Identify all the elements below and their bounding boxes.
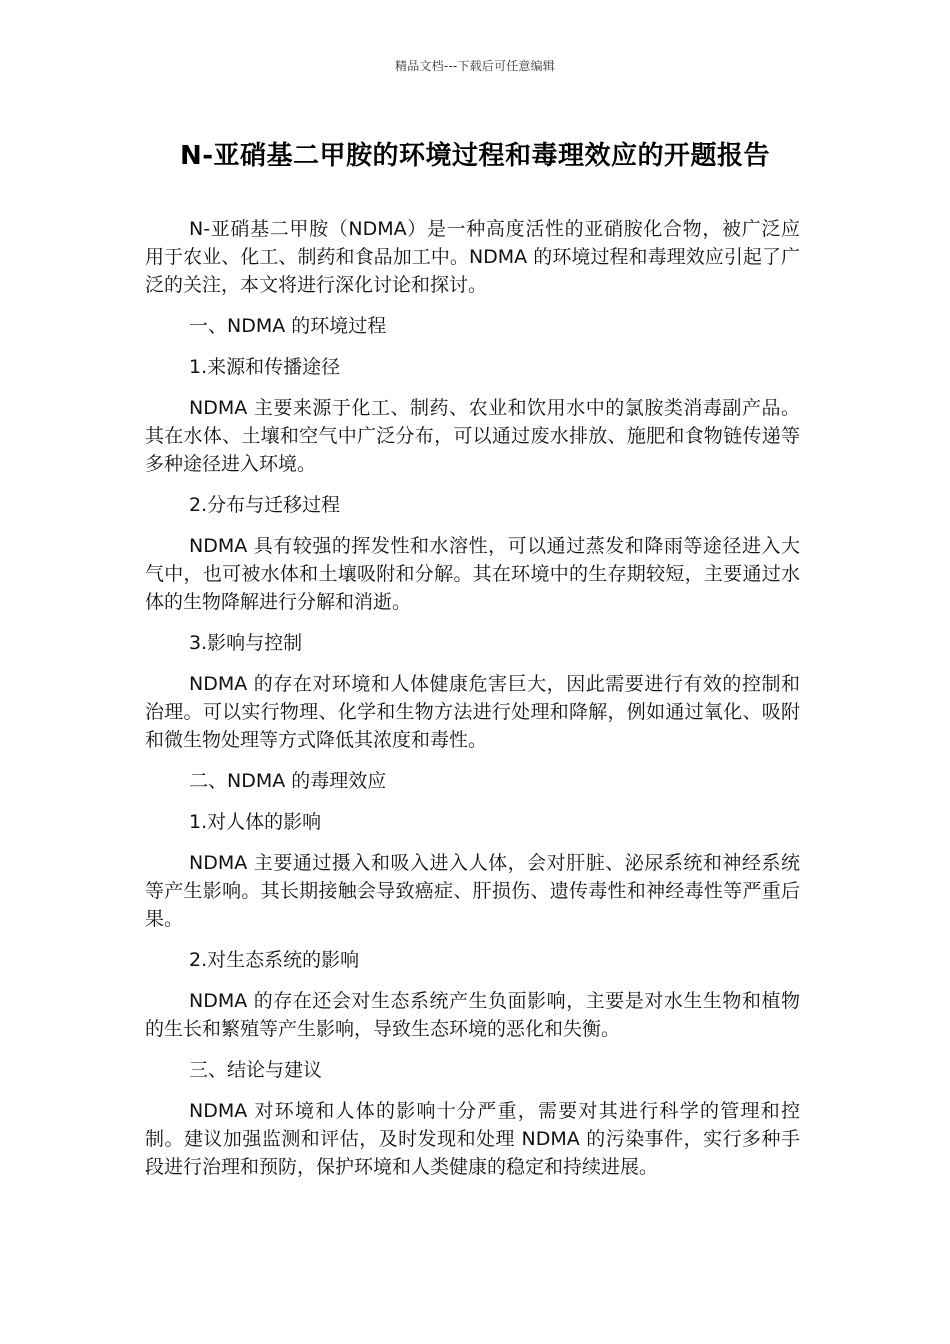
- paragraph-control: NDMA 的存在对环境和人体健康危害巨大，因此需要进行有效的控制和治理。可以实行物理、化学和生物方法进行处理和降解，例如通过氧化、吸附和微生物处理等方式降低其浓度和毒性。: [145, 673, 800, 751]
- subsection-heading-ecosystem-effects: 2.对生态系统的影响: [189, 949, 360, 971]
- intro-paragraph: N-亚硝基二甲胺（NDMA）是一种高度活性的亚硝胺化合物，被广泛应用于农业、化工、制药和食品加工中。NDMA 的环境过程和毒理效应引起了广泛的关注，本文将进行深化讨论和探讨。: [145, 218, 800, 296]
- paragraph-distribution: NDMA 具有较强的挥发性和水溶性，可以通过蒸发和降雨等途径进入大气中，也可被水体和土壤吸附和分解。其在环境中的生存期较短，主要通过水体的生物降解进行分解和消逝。: [145, 535, 800, 613]
- paragraph-sources: NDMA 主要来源于化工、制药、农业和饮用水中的氯胺类消毒副产品。其在水体、土壤和空气中广泛分布，可以通过废水排放、施肥和食物链传递等多种途径进入环境。: [145, 397, 800, 475]
- section-heading-toxicology: 二、NDMA 的毒理效应: [189, 770, 387, 792]
- document-title: N-亚硝基二甲胺的环境过程和毒理效应的开题报告: [179, 141, 771, 171]
- paragraph-ecosystem-effects: NDMA 的存在还会对生态系统产生负面影响，主要是对水生生物和植物的生长和繁殖等产生影响，导致生态环境的恶化和失衡。: [145, 990, 800, 1040]
- subsection-heading-control: 3.影响与控制: [189, 632, 303, 654]
- page-header-watermark: 精品文档---下载后可任意编辑: [395, 59, 555, 73]
- subsection-heading-distribution: 2.分布与迁移过程: [189, 494, 341, 516]
- section-heading-conclusion: 三、结论与建议: [189, 1059, 323, 1081]
- paragraph-human-effects: NDMA 主要通过摄入和吸入进入人体，会对肝脏、泌尿系统和神经系统等产生影响。其长期接触会导致癌症、肝损伤、遗传毒性和神经毒性等严重后果。: [145, 852, 800, 930]
- section-heading-environmental-process: 一、NDMA 的环境过程: [189, 315, 387, 337]
- document-body: [145, 215, 800, 1194]
- subsection-heading-sources: 1.来源和传播途径: [189, 356, 341, 378]
- subsection-heading-human-effects: 1.对人体的影响: [189, 811, 322, 833]
- paragraph-conclusion: NDMA 对环境和人体的影响十分严重，需要对其进行科学的管理和控制。建议加强监测和评估，及时发现和处理 NDMA 的污染事件，实行多种手段进行治理和预防，保护环境和人类健康的稳定和持续进展。: [145, 1100, 800, 1178]
